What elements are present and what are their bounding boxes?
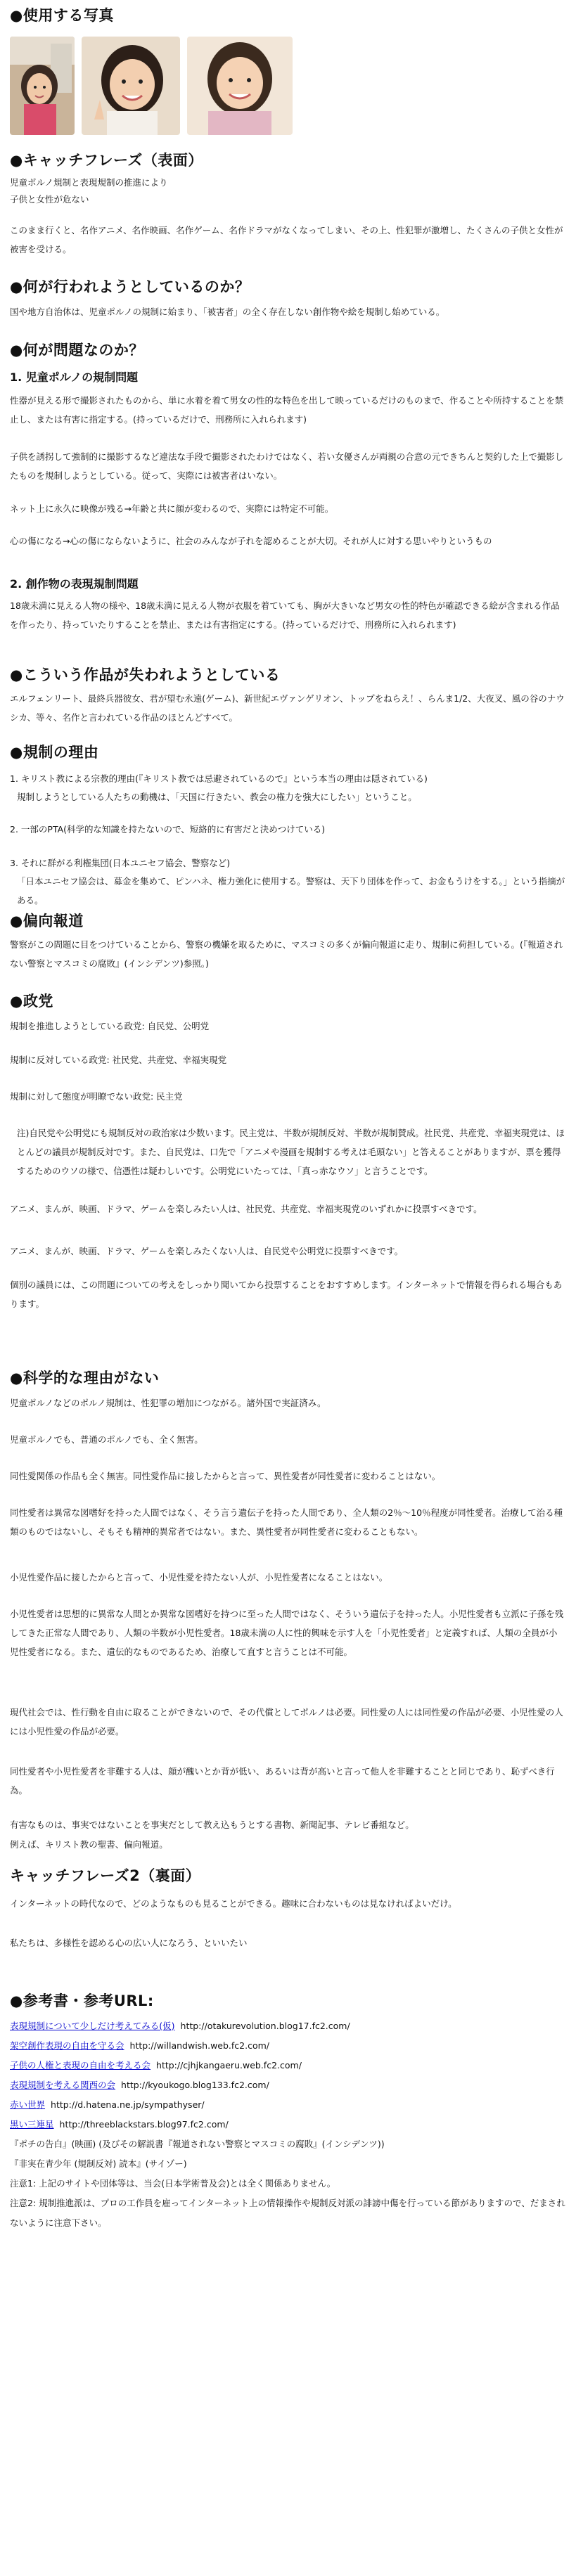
section-heading-science: ●科学的な理由がない [10, 1370, 160, 1386]
science-p4: 同性愛者は異常な図嗜好を持った人間ではなく、そう言う遺伝子を持った人間であり、全人類の2％～10％程度が同性愛者。治療して治る種類のものではないし、そもそも精神的異常者ではない。また、異性愛者が同性愛者に変わることもない。 [10, 1507, 563, 1537]
reference-link-row [10, 2115, 565, 2134]
problem-sub-1: 1. 児童ポルノの規制問題 [10, 371, 139, 384]
bias-body: 警察がこの問題に目をつけていることから、警察の機嫌を取るために、マスコミの多くが偏向報道に走り、規制に荷担している。(『報道されない警察とマスコミの腐敗』(インシデンツ)参照。) [10, 939, 563, 969]
reference-link-row [10, 2056, 565, 2075]
problem-p2: 子供を誘拐して強制的に撮影するなど違法な手段で撮影されたわけではなく、若い女優さんが両親の合意の元できちんと契約した上で撮影したものを規制しようとしている。従って、実際には被害者はいない。 [10, 451, 564, 481]
photo-strip [10, 37, 298, 135]
politics-oppose: 規制に反対している政党: 社民党、共産党、幸福実現党 [10, 1055, 227, 1065]
section-heading-photos: ●使用する写真 [10, 7, 114, 24]
catchphrase-line-2: 子供と女性が危ない [10, 194, 89, 205]
reference-link[interactable]: 子供の人権と表現の自由を考える会 [10, 2060, 151, 2071]
reference-link-row [10, 2016, 565, 2036]
photo-girl-2 [82, 37, 180, 135]
science-p1: 児童ポルノなどのポルノ規制は、性犯罪の増加につながる。諸外国で実証済み。 [10, 1398, 326, 1408]
what-body: 国や地方自治体は、児童ポルノの規制に始まり、「被害者」の全く存在しない創作物や絵を規制し始めている。 [10, 307, 445, 317]
reference-link-row [10, 2036, 565, 2056]
reference-link[interactable]: 架空創作表現の自由を守る会 [10, 2040, 124, 2051]
reference-book-2: 『非実在青少年 (規制反対) 読本』(サイゾー) [10, 2158, 187, 2169]
photo-girl-3 [187, 37, 293, 135]
reference-link[interactable]: 表現規制を考える関西の会 [10, 2080, 116, 2090]
politics-advice: 個別の議員には、この問題についての考えをしっかり聞いてから投票することをおすすめします。インターネットで情報を得られる場合もあります。 [10, 1280, 563, 1309]
science-p10: 例えば、キリスト教の聖書、偏向報道。 [10, 1839, 168, 1850]
section-heading-references: ●参考書・参考URL: [10, 1992, 154, 2009]
science-p5: 小児性愛作品に接したからと言って、小児性愛を持たない人が、小児性愛者になることはない。 [10, 1572, 388, 1583]
reference-link[interactable]: 黒い三連星 [10, 2119, 54, 2130]
reference-url: http://kyoukogo.blog133.fc2.com/ [121, 2080, 269, 2090]
catchphrase2-p2: 私たちは、多様性を認める心の広い人になろう、といいたい [10, 1938, 248, 1948]
reference-link-row [10, 2075, 565, 2095]
reference-url: http://threeblackstars.blog97.fc2.com/ [59, 2119, 229, 2130]
problem-p1: 性器が見える形で撮影されたものから、単に水着を着て男女の性的な特色を出して映っているだけのものまで、作ることや所持することを禁止し、または有害に指定する。(持っているだけで、刑務所に入れられます) [10, 395, 564, 425]
section-heading-problem: ●何が問題なのか？ [10, 342, 144, 359]
politics-vote-enjoy: アニメ、まんが、映画、ドラマ、ゲームを楽しみたい人は、社民党、共産党、幸福実現党のいずれかに投票すべきです。 [10, 1204, 482, 1214]
photo-girl-1 [10, 37, 75, 135]
politics-vote-not-enjoy: アニメ、まんが、映画、ドラマ、ゲームを楽しみたくない人は、自民党や公明党に投票すべきです。 [10, 1246, 404, 1256]
section-heading-catchphrase-2: キャッチフレーズ2（裏面） [10, 1867, 201, 1884]
reason-2: 2. 一部のPTA(科学的な知識を持たないので、短絡的に有害だと決めつけている) [10, 824, 326, 835]
reference-note-1: 注意1: 上記のサイトや団体等は、当会(日本学術普及会)とは全く関係ありません。 [10, 2178, 336, 2189]
politics-unclear: 規制に対して態度が明瞭でない政党: 民主党 [10, 1091, 183, 1102]
science-p3: 同性愛関係の作品も全く無害。同性愛作品に接したからと言って、異性愛者が同性愛者に変わることはない。 [10, 1471, 441, 1481]
science-p9: 有害なものは、事実ではないことを事実だとして教え込もうとする書物、新聞記事、テレビ番組など。 [10, 1820, 414, 1830]
lost-works-body: エルフェンリート、最終兵器彼女、君が望む永遠(ゲーム)、新世紀エヴァンゲリオン、トップをねらえ！、らんま1/2、大夜叉、風の谷のナウシカ、等々、名作と言われている作品のほとんどすべて。 [10, 693, 565, 723]
reference-url: http://d.hatena.ne.jp/sympathyser/ [51, 2099, 205, 2110]
reference-book-1: 『ポチの告白』(映画) (及びその解説書『報道されない警察とマスコミの腐敗』(インシデンツ)) [10, 2139, 385, 2149]
reference-url: http://cjhjkangaeru.web.fc2.com/ [156, 2060, 302, 2071]
section-heading-politics: ●政党 [10, 993, 53, 1010]
science-p6: 小児性愛者は思想的に異常な人間とか異常な図嗜好を持つに至った人間ではなく、そういう遺伝子を持った人。小児性愛者も立派に子孫を残してきた正常な人間であり、人類の半数が小児性愛者。18歳未満の人に性的興味を示す人を「小児性愛者」と定義すれば、人類の全員が小児性愛者になる。また、遺伝的なものであるため、治療して直すと言うことは不可能。 [10, 1609, 564, 1657]
catchphrase-line-1: 児童ポルノ規制と表現規制の推進により [10, 177, 168, 188]
section-heading-what: ●何が行われようとしているのか？ [10, 278, 250, 295]
catchphrase-body: このまま行くと、名作アニメ、名作映画、名作ゲーム、名作ドラマがなくなってしまい、その上、性犯罪が激増し、たくさんの子供と女性が被害を受ける。 [10, 225, 563, 255]
politics-promote: 規制を推進しようとしている政党: 自民党、公明党 [10, 1021, 210, 1031]
problem-p5: 18歳未満に見える人物の様や、18歳未満に見える人物が衣服を着ていても、胸が大きいなど男女の性的特色が確認できる絵が含まれる作品を作ったり、持っていたりすることを禁止、または有害指定にする。(持っているだけで、刑務所に入れられます) [10, 600, 560, 630]
science-p2: 児童ポルノでも、普通のポルノでも、全く無害。 [10, 1434, 203, 1445]
reference-link-row [10, 2095, 565, 2115]
section-heading-reason: ●規制の理由 [10, 744, 99, 761]
reason-3b: 「日本ユニセフ協会は、募金を集めて、ピンハネ、権力強化に使用する。警察は、天下り団体を作って、お金もうけをする。」という指摘がある。 [17, 876, 565, 906]
science-p8: 同性愛者や小児性愛者を非難する人は、顔が醜いとか背が低い、あるいは背が高いと言って他人を非難することと同じであり、恥ずべき行為。 [10, 1766, 555, 1796]
reference-link[interactable]: 赤い世界 [10, 2099, 46, 2110]
problem-p4: 心の傷になる→心の傷にならないように、社会のみんなが子れを認めることが大切。それが人に対する思いやりというもの [10, 536, 492, 546]
catchphrase2-p1: インターネットの時代なので、どのようなものも見ることができる。趣味に合わないものは見なければよいだけ。 [10, 1898, 457, 1909]
section-heading-catchphrase: ●キャッチフレーズ（表面） [10, 152, 203, 169]
section-heading-lost-works: ●こういう作品が失われようとしている [10, 666, 281, 683]
reference-note-2: 注意2: 規制推進派は、プロの工作員を雇ってインターネット上の情報操作や規制反対派の誹謗中傷を行っている節がありますので、だまされないように注意下さい。 [10, 2198, 565, 2228]
section-heading-bias: ●偏向報道 [10, 913, 84, 929]
reason-3a: 3. それに群がる利権集団(日本ユニセフ協会、警察など) [10, 858, 231, 868]
reason-1b: 規制しようとしている人たちの動機は、「天国に行きたい、教会の権力を強大にしたい」ということ。 [17, 792, 417, 802]
problem-sub-2: 2. 創作物の表現規制問題 [10, 577, 139, 591]
science-p7: 現代社会では、性行動を自由に取ることができないので、その代償としてポルノは必要。同性愛の人には同性愛の作品が必要、小児性愛の人には小児性愛の作品が必要。 [10, 1707, 563, 1737]
reference-link[interactable]: 表現規制について少しだけ考えてみる(仮) [10, 2021, 175, 2031]
politics-note: 注)自民党や公明党にも規制反対の政治家は少数います。民主党は、半数が規制反対、半数が規制賛成。社民党、共産党、幸福実現党は、ほとんどの議員が規制反対です。また、自民党は、口先で「アニメや漫画を規制する考えは毛頭ない」と答えることがありますが、票を獲得するためのウソの様で、信憑性は疑わしいです。公明党にいたっては、「真っ赤なウソ」と言うことです。 [17, 1128, 565, 1176]
problem-p3: ネット上に永久に映像が残る→年齢と共に顔が変わるので、実際には特定不可能。 [10, 503, 334, 514]
reference-url: http://otakurevolution.blog17.fc2.com/ [180, 2021, 350, 2031]
reason-1a: 1. キリスト教による宗教的理由(『キリスト教では忌避されているので』という本当の理由は隠されている) [10, 773, 428, 784]
reference-url: http://willandwish.web.fc2.com/ [129, 2040, 270, 2051]
